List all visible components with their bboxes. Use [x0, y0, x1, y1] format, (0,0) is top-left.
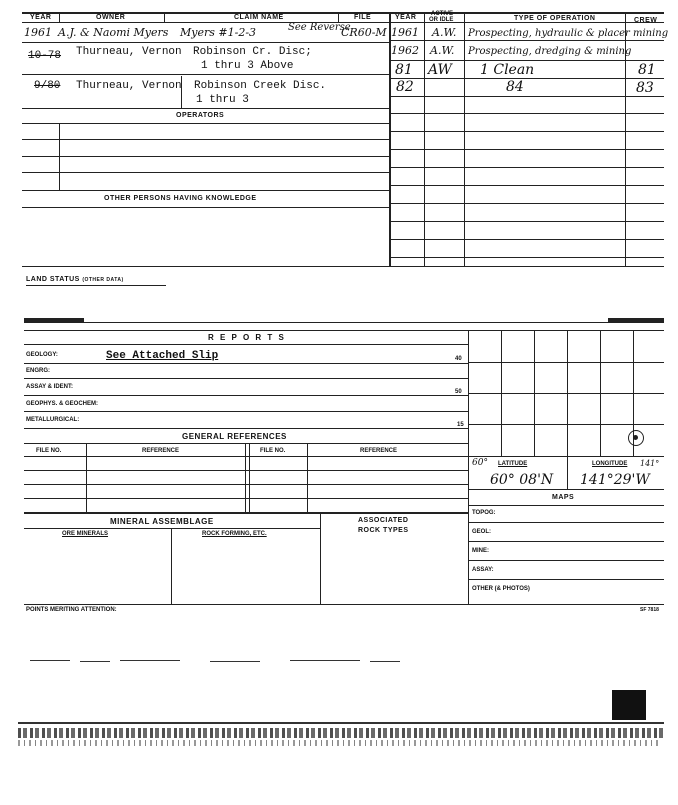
- other-persons-label: OTHER PERSONS HAVING KNOWLEDGE: [104, 195, 257, 202]
- assay-map-label: ASSAY:: [472, 567, 494, 573]
- margin-50: 50: [455, 389, 462, 395]
- file-no-header-2: FILE NO.: [260, 448, 286, 454]
- assoc-header-2: ROCK TYPES: [358, 527, 409, 534]
- metallurgical-label: METALLURGICAL:: [26, 417, 80, 423]
- reference-header-2: REFERENCE: [360, 448, 398, 454]
- margin-40: 40: [455, 356, 462, 362]
- active-header: ACTIVE: [431, 11, 454, 17]
- land-status-label: [26, 276, 124, 283]
- activity-year: 1962: [391, 44, 419, 57]
- geology-label: GEOLOGY:: [26, 352, 58, 358]
- operators-label: OPERATORS: [176, 112, 225, 119]
- activity-year: 81: [395, 62, 413, 78]
- form-number: SF 7818: [640, 607, 659, 613]
- claim-year: 10-78: [28, 50, 62, 62]
- lat-prefix: 60°: [472, 458, 488, 468]
- type-operation-header: TYPE OF OPERATION: [514, 15, 596, 22]
- claim-name-line2: 1 thru 3 Above: [201, 60, 294, 72]
- claim-name: Robinson Cr. Disc;: [193, 46, 312, 58]
- land-status-sub: (OTHER DATA): [82, 277, 124, 283]
- claim-name: Robinson Creek Disc.: [194, 80, 327, 92]
- rock-forming-header: ROCK FORMING, ETC.: [202, 531, 267, 537]
- activity-operation: 1 Clean: [480, 62, 535, 78]
- reference-header: REFERENCE: [142, 448, 180, 454]
- claim-name-header: CLAIM NAME: [234, 14, 284, 21]
- activity-year: 82: [396, 79, 414, 95]
- latitude-label: LATITUDE: [498, 461, 528, 467]
- file-header: FILE: [354, 14, 372, 21]
- year-header: YEAR: [30, 14, 52, 21]
- assay-label: ASSAY & IDENT:: [26, 384, 74, 390]
- claim-note: See Reverse: [288, 22, 351, 33]
- maps-title: MAPS: [552, 494, 575, 501]
- mineral-title: MINERAL ASSEMBLAGE: [110, 517, 214, 526]
- ore-minerals-header: ORE MINERALS: [62, 531, 109, 537]
- reports-title: R E P O R T S: [208, 333, 286, 342]
- land-status-title: LAND STATUS: [26, 276, 80, 283]
- geology-value: See Attached Slip: [106, 350, 219, 362]
- general-refs-title: GENERAL REFERENCES: [182, 432, 287, 441]
- geophys-label: GEOPHYS. & GEOCHEM:: [26, 401, 99, 407]
- activity-status: A.W.: [430, 44, 455, 57]
- claim-owner: Thurneau, Vernon: [76, 80, 182, 92]
- geol-label: GEOL:: [472, 529, 491, 535]
- year2-header: YEAR: [395, 14, 417, 21]
- claim-name: Myers #1-2-3: [180, 26, 257, 39]
- file-no-header: FILE NO.: [36, 448, 62, 454]
- activity-operation: 84: [506, 79, 524, 95]
- owner-header: OWNER: [96, 14, 126, 21]
- activity-operation: Prospecting, hydraulic & placer mining: [468, 28, 669, 39]
- mine-label: MINE:: [472, 548, 489, 554]
- points-label: POINTS MERITING ATTENTION:: [26, 607, 117, 613]
- claim-year: 9/80: [34, 80, 61, 92]
- topog-label: TOPOG:: [472, 510, 496, 516]
- engrg-label: ENGRG:: [26, 368, 50, 374]
- scan-block: [612, 690, 646, 720]
- claim-year: 1961: [24, 26, 52, 39]
- other-photos-label: OTHER (& PHOTOS): [472, 586, 530, 592]
- long-suffix: 141°: [640, 459, 660, 468]
- scan-smear-2: [18, 740, 658, 746]
- activity-status: AW: [428, 62, 452, 78]
- activity-operation: Prospecting, dredging & mining: [468, 46, 632, 57]
- claim-owner: A.J. & Naomi Myers: [58, 26, 169, 39]
- crew-header: CREW: [634, 17, 658, 24]
- longitude-value: 141°29'W: [580, 472, 650, 488]
- claim-owner: Thurneau, Vernon: [76, 46, 182, 58]
- claim-file: CR60-M: [341, 26, 387, 39]
- activity-crew: 83: [636, 80, 654, 96]
- activity-crew: 81: [638, 62, 656, 78]
- scan-line: [18, 722, 664, 724]
- activity-status: A.W.: [432, 26, 457, 39]
- location-marker-icon: [628, 430, 644, 446]
- activity-year: 1961: [391, 26, 419, 39]
- margin-15: 15: [457, 422, 464, 428]
- scan-smear: [18, 728, 664, 738]
- longitude-label: LONGITUDE: [592, 461, 628, 467]
- idle-header: OR IDLE: [429, 17, 454, 23]
- claim-name-line2: 1 thru 3: [196, 94, 249, 106]
- latitude-value: 60° 08'N: [490, 472, 554, 488]
- assoc-header-1: ASSOCIATED: [358, 517, 409, 524]
